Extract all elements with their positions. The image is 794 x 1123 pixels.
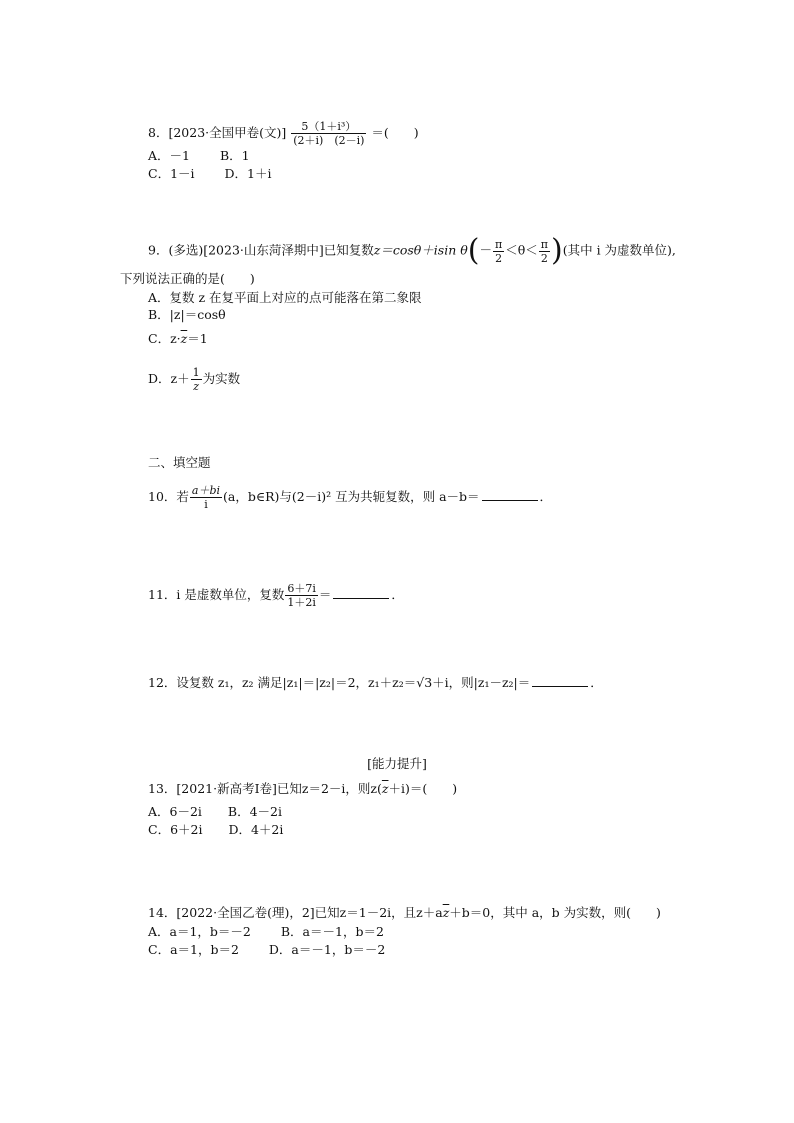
q13-option-d: D．4＋2i	[228, 822, 284, 837]
q11-stem: 11．i 是虚数单位，复数 $\frac{6+7i}{1+2i}$ ＝ ．	[148, 582, 404, 609]
q8-fraction	[291, 120, 366, 147]
q9-right-paren: )	[551, 233, 563, 268]
q8-option-a: A．－1	[148, 148, 190, 163]
q8-option-b: B．1	[219, 148, 250, 163]
q13-stem: 13．[2021·新高考Ⅰ卷]已知z＝2－i，则$z(\overline{z}+i)=$( )	[148, 781, 458, 796]
section-title-ability: [能力提升]	[367, 756, 427, 771]
q10-answer-blank[interactable]	[482, 488, 538, 501]
q13-conjugate-z: $\overline{z}$	[381, 781, 389, 796]
q8-option-d: D．1＋i	[224, 166, 272, 181]
q14-options-row2	[148, 942, 385, 958]
q10-stem: 10．若 $\frac{a+bi}{i}$ (a，b∈R)与(2－i)² 互为共轭复数，则 a－b＝ ．	[148, 484, 553, 511]
q11-answer-blank[interactable]	[333, 586, 389, 599]
q9-option-d: D．z＋ $\frac{1}{z}$ 为实数	[148, 366, 241, 393]
q14-option-b: B．a＝－1，b＝2	[280, 924, 384, 939]
q8-options-row1	[148, 148, 250, 164]
q13-options-row2	[148, 822, 283, 838]
q9-frac-left: $\frac{\pi}{2}$	[495, 237, 503, 265]
q8-numerator: 5（1＋i³）	[291, 120, 366, 134]
q9-stem	[148, 233, 676, 268]
q11-fraction: $\frac{6+7i}{1+2i}$	[287, 582, 316, 609]
q8-stem	[148, 120, 419, 147]
q12-answer-blank[interactable]	[532, 674, 588, 687]
q10-fraction: $\frac{a+bi}{i}$	[191, 484, 221, 511]
q9-frac-right: $\frac{\pi}{2}$	[540, 237, 548, 265]
q8-options-row2	[148, 166, 271, 182]
q8-option-c: C．1－i	[148, 166, 195, 181]
q9-option-c: C．$z\cdot\overline{z}=1$	[148, 331, 208, 346]
q14-option-d: D．a＝－1，b＝－2	[268, 942, 386, 957]
q9-option-b: B．|z|＝cosθ	[148, 307, 226, 322]
q13-options-row1	[148, 804, 282, 820]
q14-option-a: A．a＝1，b＝－2	[148, 924, 251, 939]
q12-stem: 12．设复数 z₁，z₂ 满足|z₁|＝|z₂|＝2，z₁＋z₂＝√3＋i，则|z₁－z₂|＝ ．	[148, 675, 603, 690]
q9-conjugate-z: $\overline{z}$	[180, 331, 188, 346]
q8-answer-paren: ＝( )	[371, 125, 419, 140]
q13-option-b: B．4－2i	[227, 804, 282, 819]
q14-option-c: C．a＝1，b＝2	[148, 942, 239, 957]
section-title-fill-in: 二、填空题	[148, 455, 211, 470]
q9-expression: z＝cosθ＋isin θ	[373, 242, 468, 258]
q9-inequality: ＜θ＜	[505, 242, 538, 258]
q14-stem: 14．[2022·全国乙卷(理)，2]已知z＝1－2i，且$z+a\overline{z}+b=0$，其中 a，b 为实数，则( )	[148, 905, 661, 920]
q13-option-c: C．6＋2i	[148, 822, 203, 837]
q9-source: 9．(多选)[2023·山东菏泽期中]已知复数	[148, 242, 374, 258]
q8-source: 8．[2023·全国甲卷(文)]	[148, 125, 287, 140]
q14-conjugate-z: $\overline{z}$	[442, 905, 450, 920]
q9-option-a: A．复数 z 在复平面上对应的点可能落在第二象限	[148, 290, 422, 305]
q8-denominator: (2＋i) (2－i)	[293, 134, 365, 147]
q9-neg: －	[479, 242, 492, 258]
q9-question: 下列说法正确的是( )	[120, 271, 255, 286]
q9-left-paren: (	[467, 233, 480, 268]
q14-options-row1	[148, 924, 384, 940]
q9-frac-one-over-z: $\frac{1}{z}$	[192, 366, 200, 393]
q12-sqrt3: √3	[416, 675, 433, 690]
q9-note: (其中 i 为虚数单位),	[562, 242, 676, 258]
q13-option-a: A．6－2i	[148, 804, 202, 819]
